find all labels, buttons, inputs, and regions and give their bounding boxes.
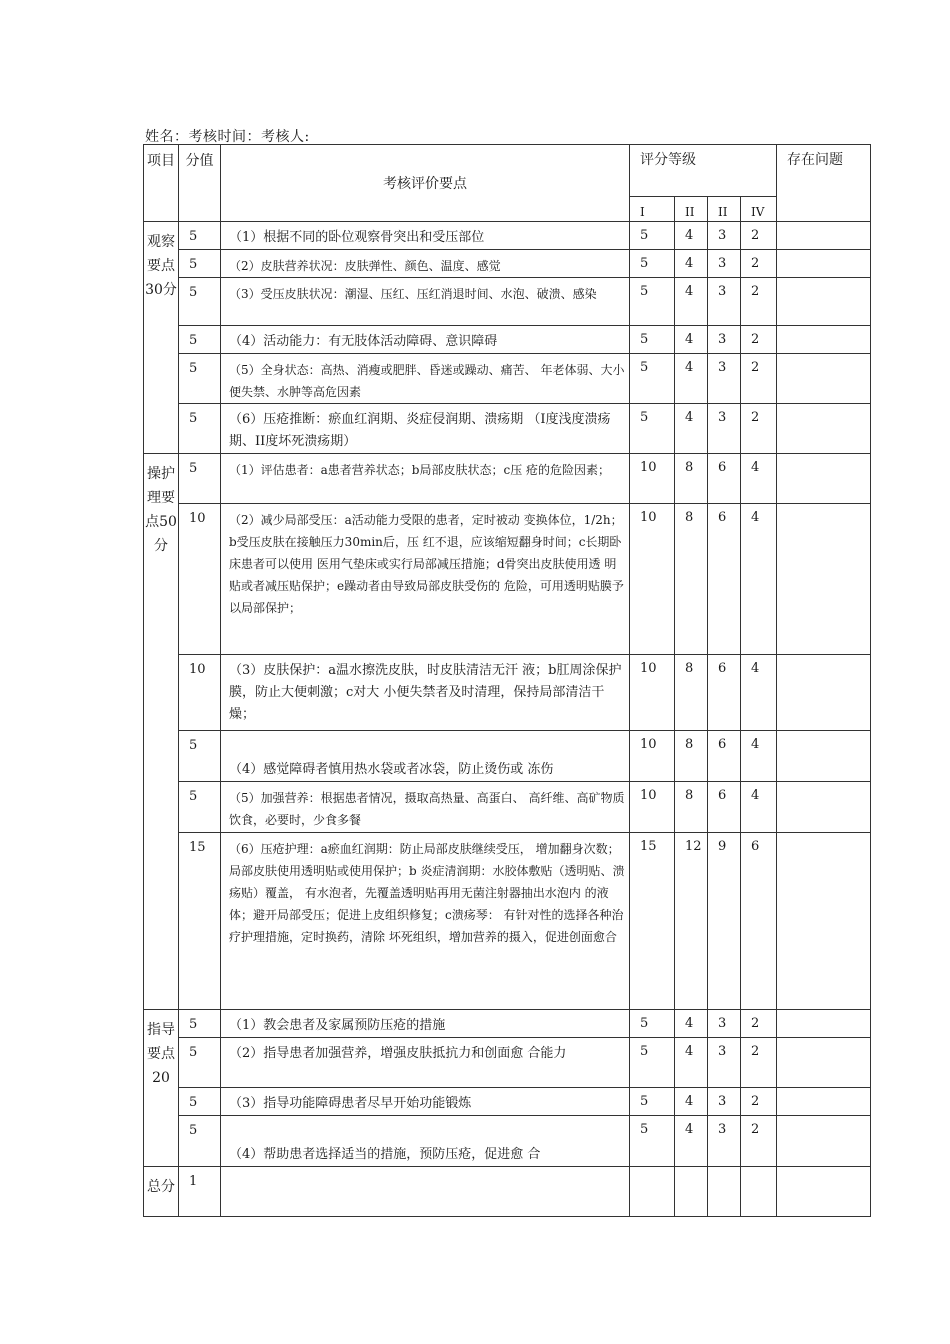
col-item-header: 项目 xyxy=(144,145,179,222)
issues-cell xyxy=(777,1010,871,1038)
table-row: 5 （3）受压皮肤状况：潮湿、压红、压红消退时间、水泡、破溃、感染 5 4 3 2 xyxy=(144,278,871,326)
issues-cell xyxy=(777,731,871,782)
table-row: 5 （5）加强营养：根据患者情况，摄取高热量、高蛋白、 高纤维、高矿物质饮食，必要时，少食多餐 10 8 6 4 xyxy=(144,782,871,833)
issues-cell xyxy=(777,1088,871,1116)
section-label-guidance: 指导要点20 xyxy=(144,1010,179,1167)
table-row: 10 （2）减少局部受压：a活动能力受限的患者，定时被动 变换体位，1/2h；b受压皮肤在接触压力30min后，压 红不退，应该缩短翻身时间；c长期卧床患者可以使用 医用气垫床或实行局部减压措施；d骨突出皮肤使用透 明贴或者减压贴保护；e躁动者由导致局部皮肤受伤的 危险，可用透明贴膜予以局部保护； 10 8 6 4 xyxy=(144,504,871,655)
section-label-operation: 操护理要点50分 xyxy=(144,454,179,1010)
header-row xyxy=(144,145,871,197)
col-grade-header: 评分等级 xyxy=(630,145,777,197)
section-label-observation: 观察要点30分 xyxy=(144,222,179,454)
level-i: I xyxy=(630,197,675,222)
level-iii: II xyxy=(708,197,741,222)
issues-cell xyxy=(777,833,871,1010)
issues-cell xyxy=(777,250,871,278)
total-row xyxy=(144,1167,871,1217)
total-points: 1 xyxy=(179,1167,221,1217)
issues-cell xyxy=(777,504,871,655)
col-criteria-header: 考核评价要点 xyxy=(221,145,630,222)
issues-cell xyxy=(777,454,871,504)
issues-cell xyxy=(777,655,871,731)
total-label: 总分 xyxy=(144,1167,179,1217)
table-row: 10 （3）皮肤保护：a温水擦洗皮肤，时皮肤清洁无汗 液；b肛周涂保护膜，防止大便刺激；c对大 小便失禁者及时清理，保持局部清洁干燥； 10 8 6 4 xyxy=(144,655,871,731)
table-row: 5 （2）指导患者加强营养，增强皮肤抵抗力和创面愈 合能力 5 4 3 2 xyxy=(144,1038,871,1088)
table-row: 5 （6）压疮推断：瘀血红润期、炎症侵润期、溃疡期 （I度浅度溃疡期、II度坏死溃疡期） 5 4 3 2 xyxy=(144,404,871,454)
table-row: 5 （5）全身状态：高热、消瘦或肥胖、昏迷或躁动、痛苦、 年老体弱、大小便失禁、水肿等高危因素 5 4 3 2 xyxy=(144,354,871,404)
issues-cell xyxy=(777,404,871,454)
form-header: 姓名：考核时间：考核人: xyxy=(145,129,310,145)
col-issues-header: 存在问题 xyxy=(777,145,871,222)
evaluation-table xyxy=(143,144,871,1217)
table-row: 观察要点30分 5 （1）根据不同的卧位观察骨突出和受压部位 5 4 3 2 xyxy=(144,222,871,250)
issues-cell xyxy=(777,354,871,404)
table-row: 5 （3）指导功能障碍患者尽早开始功能锻炼 5 4 3 2 xyxy=(144,1088,871,1116)
table-row: 15 （6）压疮护理：a瘀血红润期：防止局部皮肤继续受压， 增加翻身次数；局部皮肤使用透明贴或使用保护；b 炎症清润期：水胶体敷贴（透明贴、溃疡贴）覆盖， 有水泡者，先覆盖透明贴再用无菌注射器抽出水泡内 的液体；避开局部受压；促进上皮组织修复；c溃疡琴： 有针对性的选择各种治疗护理措施，定时换药，清除 坏死组织，增加营养的摄入，促进创面愈合 15 12 9 6 xyxy=(144,833,871,1010)
col-points-header: 分值 xyxy=(179,145,221,222)
issues-cell xyxy=(777,278,871,326)
table-row: 5 （4）帮助患者选择适当的措施，预防压疮，促进愈 合 5 4 3 2 xyxy=(144,1116,871,1167)
table-row: 5 （2）皮肤营养状况：皮肤弹性、颜色、温度、感觉 5 4 3 2 xyxy=(144,250,871,278)
issues-cell xyxy=(777,222,871,250)
table-row: 5 （4）活动能力：有无肢体活动障碍、意识障碍 5 4 3 2 xyxy=(144,326,871,354)
table-row: 操护理要点50分 5 （1）评估患者：a患者营养状态；b局部皮肤状态；c压 疮的危险因素； 10 8 6 4 xyxy=(144,454,871,504)
issues-cell xyxy=(777,1167,871,1217)
level-ii: II xyxy=(675,197,708,222)
issues-cell xyxy=(777,326,871,354)
issues-cell xyxy=(777,1116,871,1167)
table-row: 指导要点20 5 （1）教会患者及家属预防压疮的措施 5 4 3 2 xyxy=(144,1010,871,1038)
level-iv: IV xyxy=(741,197,777,222)
table-row: 5 （4）感觉障碍者慎用热水袋或者冰袋，防止烫伤或 冻伤 10 8 6 4 xyxy=(144,731,871,782)
issues-cell xyxy=(777,782,871,833)
issues-cell xyxy=(777,1038,871,1088)
